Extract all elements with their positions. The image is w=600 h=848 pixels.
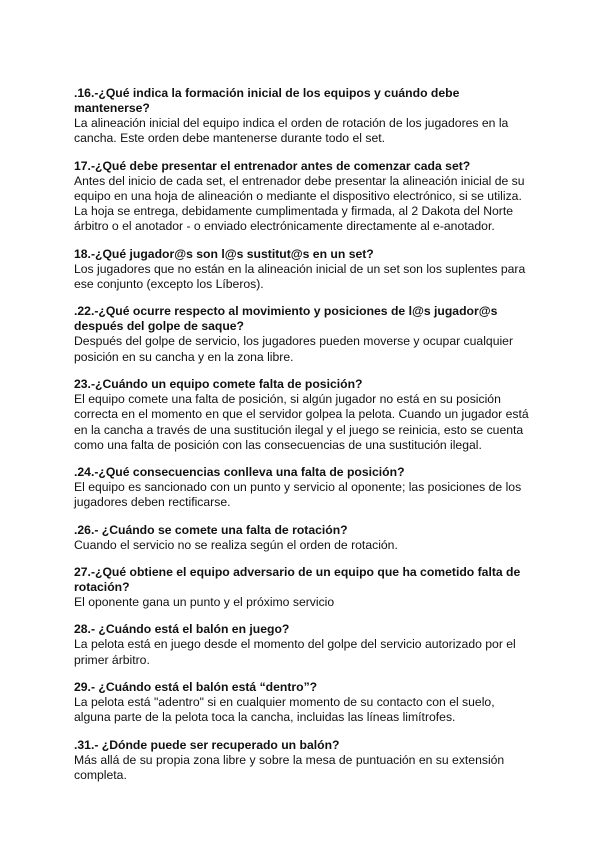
answer: El equipo comete una falta de posición, si algún jugador no está en su posición correcta en el momento en que el servidor golpea la pelota. Cuando un jugador está en la cancha a través de una sustitución ilegal y el juego se reinicia, esto se cuenta como una falta de posición con las consecuencias de una sustitución ilegal. xyxy=(74,391,529,452)
qa-item-27 xyxy=(74,565,534,610)
answer: Antes del inicio de cada set, el entrenador debe presentar la alineación inicial de su equipo en una hoja de alineación o mediante el dispositivo electrónico, si se utiliza. La hoja se entrega, debidamente cumplimentada y firmada, al 2 Dakota del Norte árbitro o el anotador - o enviado electrónicamente directamente al e-anotador. xyxy=(74,173,525,234)
question: 29.- ¿Cuándo está el balón está “dentro”? xyxy=(74,679,318,694)
answer: La pelota está en juego desde el momento del golpe del servicio autorizado por el primer árbitro. xyxy=(74,637,516,667)
question: 23.-¿Cuándo un equipo comete falta de posición? xyxy=(74,376,363,391)
answer: El equipo es sancionado con un punto y servicio al oponente; las posiciones de los jugadores deben rectificarse. xyxy=(74,480,522,510)
question: .24.-¿Qué consecuencias conlleva una falta de posición? xyxy=(74,465,405,480)
question: 27.-¿Qué obtiene el equipo adversario de un equipo que ha cometido falta de rotación? xyxy=(74,565,521,595)
qa-item-16 xyxy=(74,86,534,147)
answer: El oponente gana un punto y el próximo servicio xyxy=(74,595,335,610)
question: 17.-¿Qué debe presentar el entrenador antes de comenzar cada set? xyxy=(74,158,471,173)
qa-item-17 xyxy=(74,159,534,235)
answer: La alineación inicial del equipo indica el orden de rotación de los jugadores en la cancha. Este orden debe mantenerse durante todo el set. xyxy=(74,116,509,146)
qa-item-31 xyxy=(74,738,534,784)
qa-item-18 xyxy=(74,247,534,293)
question: .16.-¿Qué indica la formación inicial de los equipos y cuándo debe mantenerse? xyxy=(74,86,460,115)
qa-item-24 xyxy=(74,465,534,511)
question: .31.- ¿Dónde puede ser recuperado un balón? xyxy=(74,737,340,752)
qa-item-23 xyxy=(74,377,534,453)
qa-item-28 xyxy=(74,622,534,668)
answer: Cuando el servicio no se realiza según el orden de rotación. xyxy=(74,537,398,552)
answer: La pelota está "adentro" si en cualquier momento de su contacto con el suelo, alguna parte de la pelota toca la cancha, incluidas las líneas limítrofes. xyxy=(74,694,495,725)
answer: Después del golpe de servicio, los jugadores pueden moverse y ocupar cualquier posición en su cancha y en la zona libre. xyxy=(74,334,514,364)
qa-item-29 xyxy=(74,680,534,726)
answer: Más allá de su propia zona libre y sobre la mesa de puntuación en su extensión completa. xyxy=(74,752,505,782)
answer: Los jugadores que no están en la alineación inicial de un set son los suplentes para ese conjunto (excepto los Líberos). xyxy=(74,261,526,292)
question: 18.-¿Qué jugador@s son l@s sustitut@s en un set? xyxy=(74,246,374,261)
question: .22.-¿Qué ocurre respecto al movimiento y posiciones de l@s jugador@s después del golpe de saque? xyxy=(74,304,498,334)
document-page xyxy=(74,86,534,795)
qa-item-22 xyxy=(74,304,534,365)
question: .26.- ¿Cuándo se comete una falta de rotación? xyxy=(74,522,348,537)
qa-item-26 xyxy=(74,523,534,553)
question: 28.- ¿Cuándo está el balón en juego? xyxy=(74,622,290,637)
